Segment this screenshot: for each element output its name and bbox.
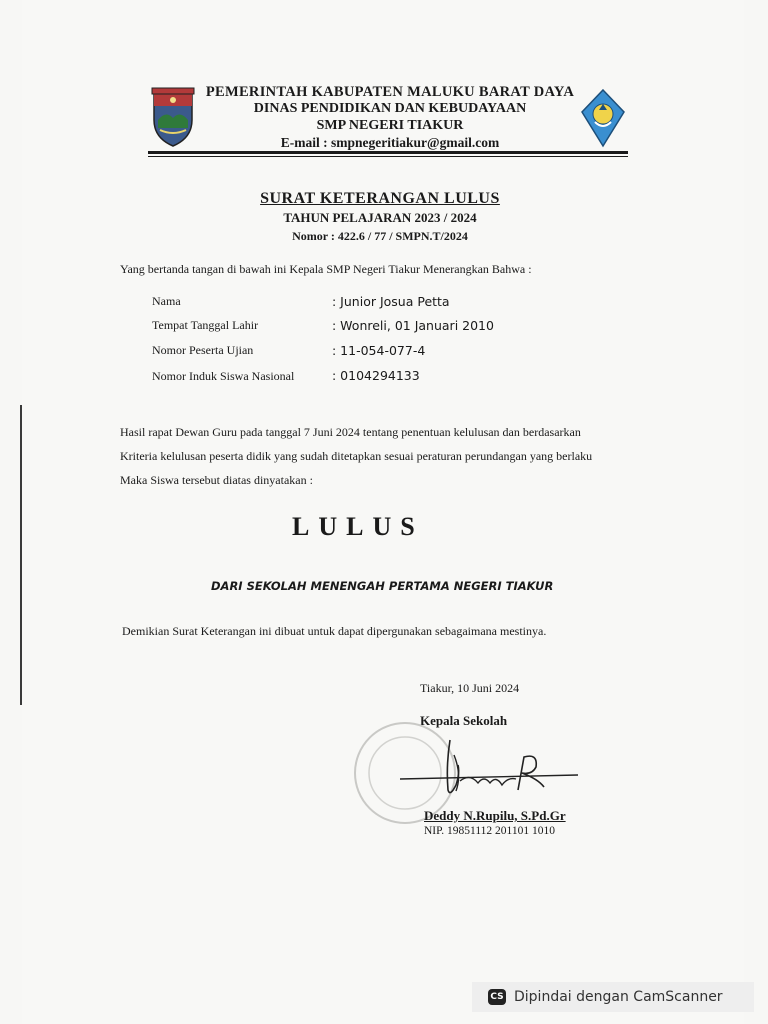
letterhead-department-line: DINAS PENDIDIKAN DAN KEBUDAYAAN <box>253 101 527 116</box>
field-label-nomor-peserta: Nomor Peserta Ujian <box>152 343 254 357</box>
signature <box>398 735 588 805</box>
intro-statement: Yang bertanda tangan di bawah ini Kepala SMP Negeri Tiakur Menerangkan Bahwa : <box>120 262 532 276</box>
letterhead-divider-thick <box>148 151 628 154</box>
field-label-nama: Nama <box>152 294 181 308</box>
field-value-nisn: : 0104294133 <box>332 368 420 383</box>
field-label-nisn: Nomor Induk Siswa Nasional <box>152 369 295 383</box>
letter-number: Nomor : 422.6 / 77 / SMPN.T/2024 <box>292 229 468 243</box>
regency-emblem-logo <box>150 86 196 148</box>
letterhead-government-line: PEMERINTAH KABUPATEN MALUKU BARAT DAYA <box>205 84 575 100</box>
paragraph-line-3: Maka Siswa tersebut diatas dinyatakan : <box>120 473 313 487</box>
place-and-date: Tiakur, 10 Juni 2024 <box>420 681 520 695</box>
document-title: SURAT KETERANGAN LULUS <box>260 190 500 207</box>
field-value-nomor-peserta: : 11-054-077-4 <box>332 343 426 358</box>
paragraph-line-1: Hasil rapat Dewan Guru pada tanggal 7 Juni 2024 tentang penentuan kelulusan dan berdasarkan <box>120 425 581 439</box>
academic-year: TAHUN PELAJARAN 2023 / 2024 <box>283 210 477 225</box>
camscanner-watermark <box>472 982 754 1012</box>
letterhead-school-line: SMP NEGERI TIAKUR <box>316 118 464 133</box>
tut-wuri-handayani-logo <box>580 88 626 148</box>
scan-edge-line <box>20 405 22 705</box>
signatory-name: Deddy N.Rupilu, S.Pd.Gr <box>424 808 566 823</box>
field-value-nama: : Junior Josua Petta <box>332 294 450 309</box>
closing-statement: Demikian Surat Keterangan ini dibuat untuk dapat dipergunakan sebagaimana mestinya. <box>122 624 547 638</box>
field-label-ttl: Tempat Tanggal Lahir <box>152 318 259 332</box>
paragraph-line-2: Kriteria kelulusan peserta didik yang sudah ditetapkan sesuai peraturan perundangan yang berlaku <box>120 449 593 463</box>
camscanner-icon: CS <box>488 989 506 1005</box>
letterhead-divider-thin <box>148 156 628 157</box>
result-lulus: LULUS <box>292 512 424 541</box>
camscanner-text: Dipindai dengan CamScanner <box>514 989 723 1005</box>
school-statement: DARI SEKOLAH MENENGAH PERTAMA NEGERI TIAKUR <box>211 579 554 593</box>
signatory-role: Kepala Sekolah <box>420 713 508 728</box>
signatory-nip: NIP. 19851112 201101 1010 <box>424 825 555 837</box>
field-value-ttl: : Wonreli, 01 Januari 2010 <box>332 318 494 333</box>
letterhead-email-line: E-mail : smpnegeritiakur@gmail.com <box>280 135 500 150</box>
